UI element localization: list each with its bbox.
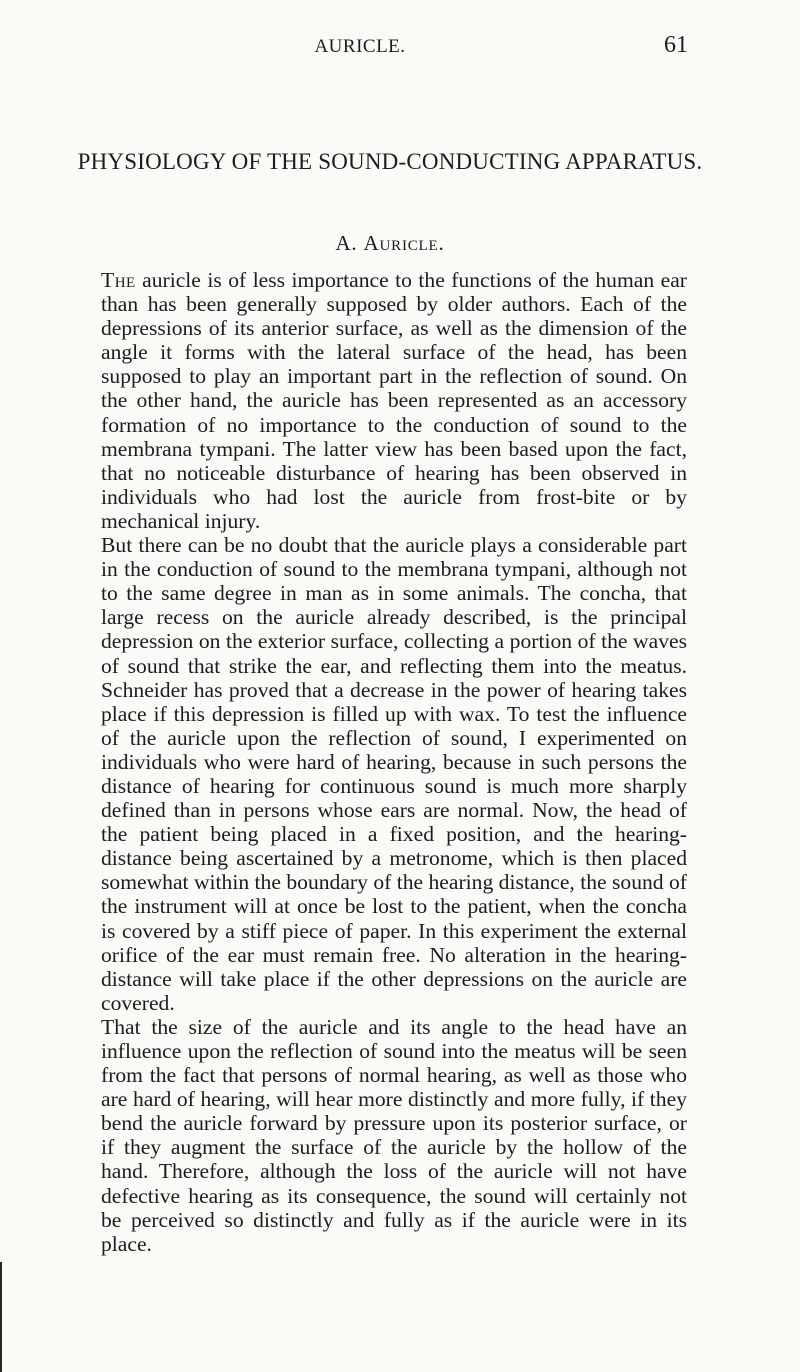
section-letter: A. [335, 231, 358, 255]
paragraph-text: But there can be no doubt that the auricle plays a considerable part in the conduction of sound to the membrana tympani, although not to the same degree in man as in some animals. The concha, that large recess on the auricle already described, is the principal depression on the exterior surface, collecting a portion of the waves of sound that strike the ear, and reflecting them into the meatus. Schneider has proved that a decrease in the power of hearing takes place if this depression is filled up with wax. To test the influence of the auricle upon the reflection of sound, I experimented on individuals who were hard of hearing, because in such persons the distance of hearing for continuous sound is much more sharply defined than in persons whose ears are normal. Now, the head of the patient being placed in a fixed position, and the hearing-distance being ascertained by a metronome, which is then placed somewhat within the boundary of the hearing distance, the sound of the instrument will at once be lost to the patient, when the concha is covered by a stiff piece of paper. In this experiment the external orifice of the ear must remain free. No alteration in the hearing-distance will take place if the other depressions on the auricle are covered. [101, 533, 687, 1015]
body-text [101, 268, 687, 1256]
running-head [0, 34, 800, 62]
page-edge-rule [0, 1262, 2, 1372]
paragraph-text: That the size of the auricle and its angle to the head have an influence upon the reflection of sound into the meatus will be seen from the fact that persons of normal hearing, as well as those who are hard of hearing, will hear more distinctly and more fully, if they bend the auricle forward by pressure upon its posterior surface, or if they augment the surface of the auricle by the hollow of the hand. Therefore, although the loss of the auricle will not have defective hearing as its consequence, the sound will certainly not be perceived so distinctly and fully as if the auricle were in its place. [101, 1014, 687, 1256]
chapter-title: PHYSIOLOGY OF THE SOUND-CONDUCTING APPARATUS. [77, 149, 703, 174]
paragraph [101, 533, 687, 1015]
paragraph [101, 1015, 687, 1256]
paragraph-lead-word: The [101, 268, 136, 292]
section-title: Auricle. [363, 231, 445, 255]
paragraph [101, 268, 687, 533]
page-number: 61 [664, 32, 688, 58]
running-title: AURICLE. [314, 36, 406, 57]
paragraph-text: auricle is of less importance to the functions of the human ear than has been generally supposed by older authors. Each of the depressions of its anterior surface, as well as the dimension of the angle it forms with the lateral surface of the head, has been supposed to play an important part in the reflection of sound. On the other hand, the auricle has been represented as an accessory formation of no importance to the conduction of sound to the membrana tympani. The latter view has been based upon the fact, that no noticeable disturbance of hearing has been observed in individuals who had lost the auricle from frost-bite or by mechanical injury. [101, 268, 687, 533]
section-heading [60, 231, 720, 256]
